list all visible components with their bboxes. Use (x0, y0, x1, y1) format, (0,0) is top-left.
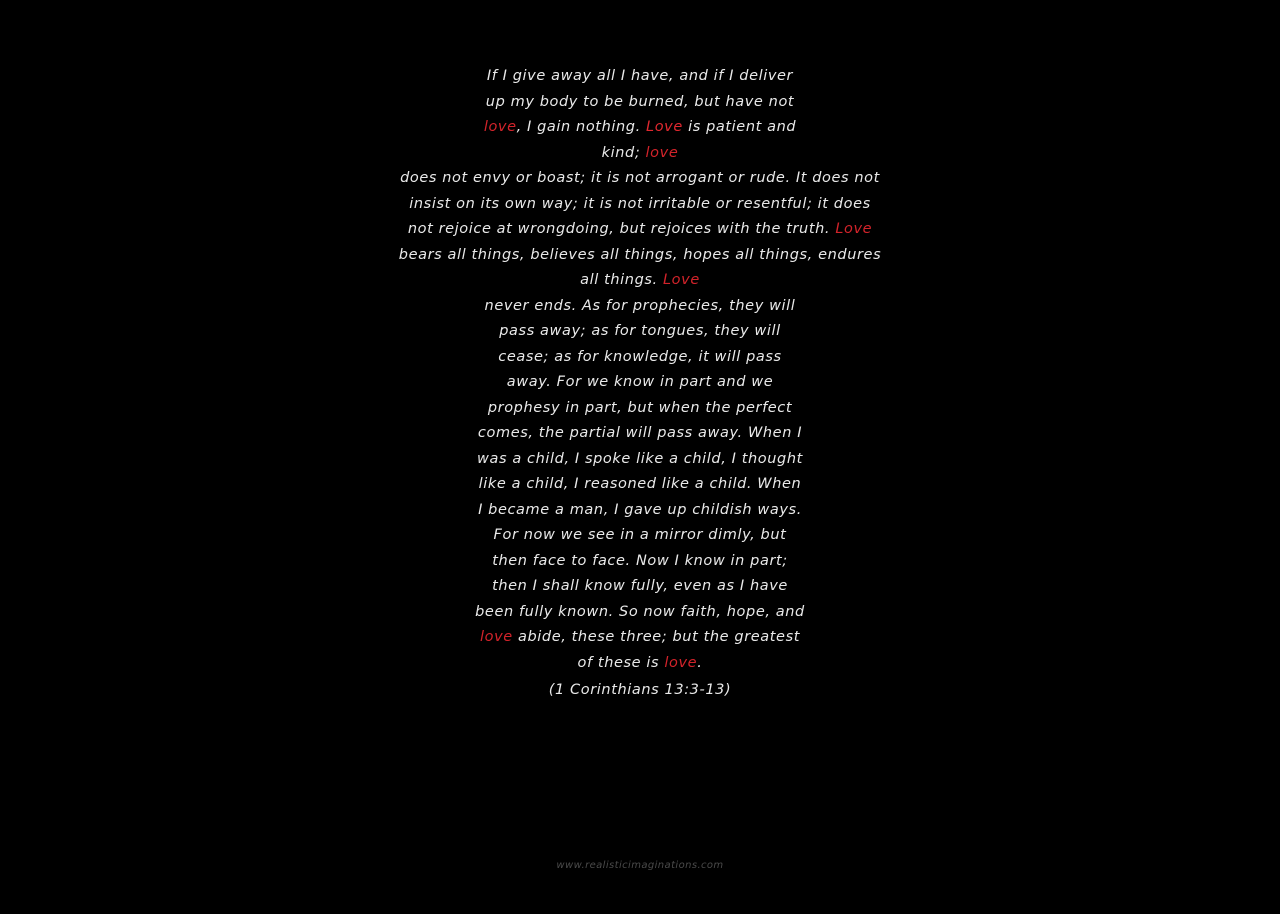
scripture-reference: (1 Corinthians 13:3-13) (548, 682, 732, 698)
poem-love-word-6: love (479, 629, 513, 645)
poem-love-word-2: Love (646, 119, 683, 135)
poem-love-word-1: love (483, 119, 517, 135)
poem-segment-7: abide, these three; but the greatest of these is (512, 629, 801, 671)
poem-text (140, 64, 1140, 704)
poem-segment-3: is patient and kind; (601, 119, 797, 161)
poem-love-word-3: love (645, 144, 679, 161)
poem-love-word-7: love (664, 654, 698, 671)
poem-block-closing (475, 294, 805, 704)
poem-love-word-4: Love (835, 221, 873, 237)
poem-segment-2: , I gain nothing. (516, 119, 647, 135)
poem-block-opening (475, 64, 805, 166)
poem-segment-4: does not envy or boast; it is not arrogant or rude. It does not insist on its own way; it is not irritable or resentful; it does not rejoice at wrongdoing, but rejoices with the truth. (400, 170, 880, 237)
poem-segment-5: bears all things, believes all things, hopes all things, endures all things. (398, 246, 882, 288)
poem-segment-1: If I give away all I have, and if I deliver up my body to be burned, but have not (485, 68, 795, 110)
poem-block-middle (395, 166, 885, 294)
poem-segment-8: . (697, 654, 703, 671)
watermark: www.realisticimaginations.com (556, 860, 724, 871)
poem-love-word-5: Love (662, 272, 700, 288)
poem-segment-6: never ends. As for prophecies, they will pass away; as for tongues, they will cease; as for knowledge, it will pass away. For we know in part and we prophesy in part, but when the perfect comes, the partial will pass away. When I was a child, I spoke like a child, I thought like a child, I reasoned like a child. When I became a man, I gave up childish ways. For now we see in a mirror dimly, but then face to face. Now I know in part; then I shall know fully, even as I have been fully known. So now faith, hope, and (475, 297, 805, 620)
